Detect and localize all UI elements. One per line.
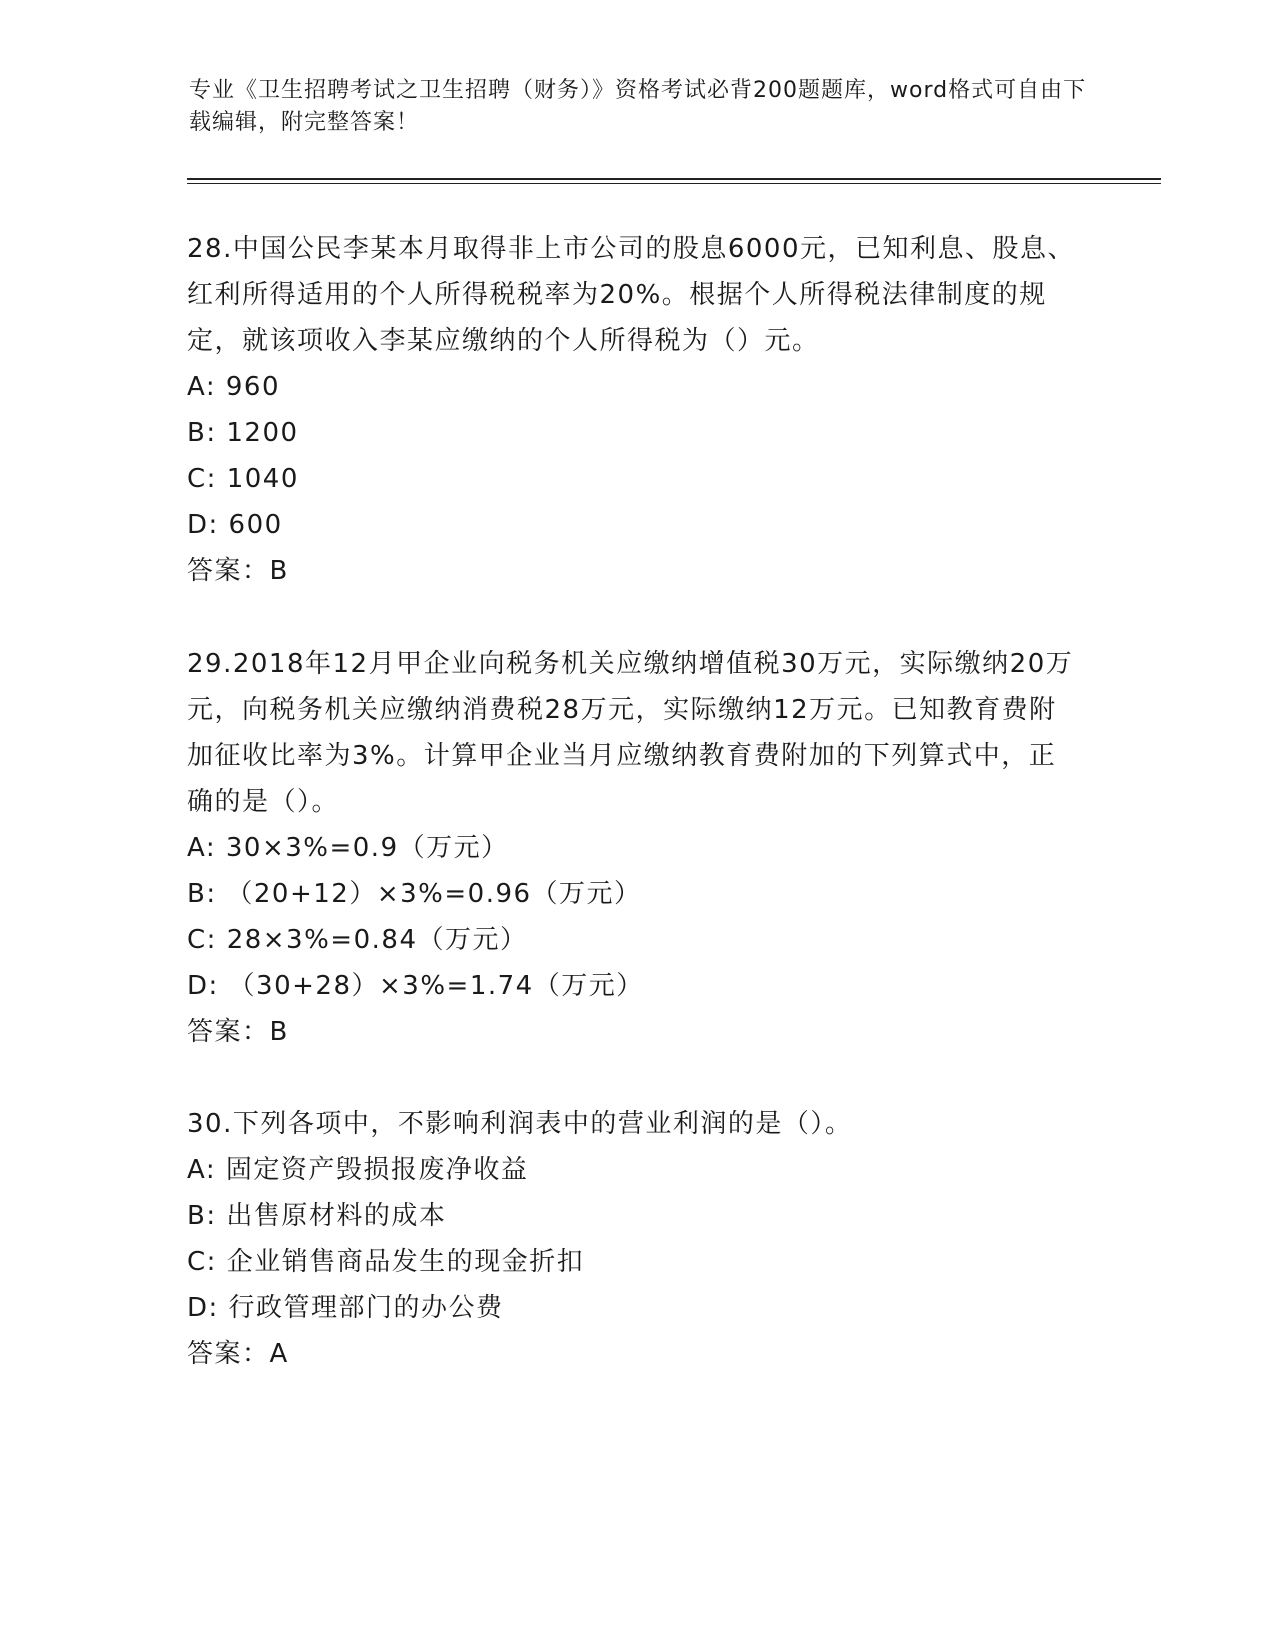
question-stem: 29.2018年12月甲企业向税务机关应缴纳增值税30万元，实际缴纳20万元，向税务机关应缴纳消费税28万元，实际缴纳12万元。已知教育费附加征收比率为3%。计算甲企业当月应缴纳教育费附加的下列算式中，正确的是（）。 — [187, 649, 1074, 817]
option-label: B: — [187, 1201, 217, 1231]
option-text: 28×3%=0.84（万元） — [226, 925, 528, 955]
option-label: D: — [187, 971, 219, 1001]
option-d — [187, 963, 1077, 1009]
page-header: 专业《卫生招聘考试之卫生招聘（财务）》资格考试必背200题题库，word格式可自由下载编辑，附完整答案！ — [189, 78, 1087, 135]
option-text: 固定资产毁损报废净收益 — [225, 1155, 529, 1185]
option-c — [187, 1239, 1077, 1285]
option-b — [187, 871, 1077, 917]
header-divider-thin — [187, 183, 1161, 184]
question-30 — [187, 1101, 1077, 1377]
option-label: C: — [187, 925, 217, 955]
option-text: 1200 — [226, 418, 299, 448]
answer-text: 答案：A — [187, 1339, 289, 1369]
option-d — [187, 1285, 1077, 1331]
answer-text: 答案：B — [187, 1017, 289, 1047]
option-b — [187, 410, 1077, 456]
question-stem: 28.中国公民李某本月取得非上市公司的股息6000元，已知利息、股息、红利所得适用的个人所得税税率为20%。根据个人所得税法律制度的规定，就该项收入李某应缴纳的个人所得税为（）元。 — [187, 234, 1076, 356]
option-label: A: — [187, 372, 217, 402]
option-a — [187, 825, 1077, 871]
question-28 — [187, 226, 1077, 594]
header-divider — [187, 178, 1161, 180]
option-text: 30×3%=0.9（万元） — [225, 833, 509, 863]
option-text: 600 — [228, 510, 283, 540]
option-text: （20+12）×3%=0.96（万元） — [226, 879, 642, 909]
option-text: 企业销售商品发生的现金折扣 — [226, 1247, 585, 1277]
option-label: B: — [187, 879, 217, 909]
option-c — [187, 917, 1077, 963]
option-text: 960 — [225, 372, 280, 402]
option-text: 1040 — [226, 464, 299, 494]
option-b — [187, 1193, 1077, 1239]
option-c — [187, 456, 1077, 502]
option-label: D: — [187, 510, 219, 540]
option-label: D: — [187, 1293, 219, 1323]
option-d — [187, 502, 1077, 548]
option-label: C: — [187, 464, 217, 494]
option-label: B: — [187, 418, 217, 448]
option-text: 出售原材料的成本 — [226, 1201, 447, 1231]
answer-text: 答案：B — [187, 556, 289, 586]
option-text: 行政管理部门的办公费 — [228, 1293, 504, 1323]
option-label: C: — [187, 1247, 217, 1277]
option-a — [187, 1147, 1077, 1193]
option-text: （30+28）×3%=1.74（万元） — [228, 971, 644, 1001]
option-a — [187, 364, 1077, 410]
question-29 — [187, 641, 1077, 1055]
option-label: A: — [187, 833, 217, 863]
option-label: A: — [187, 1155, 217, 1185]
question-stem: 30.下列各项中，不影响利润表中的营业利润的是（）。 — [187, 1109, 853, 1139]
